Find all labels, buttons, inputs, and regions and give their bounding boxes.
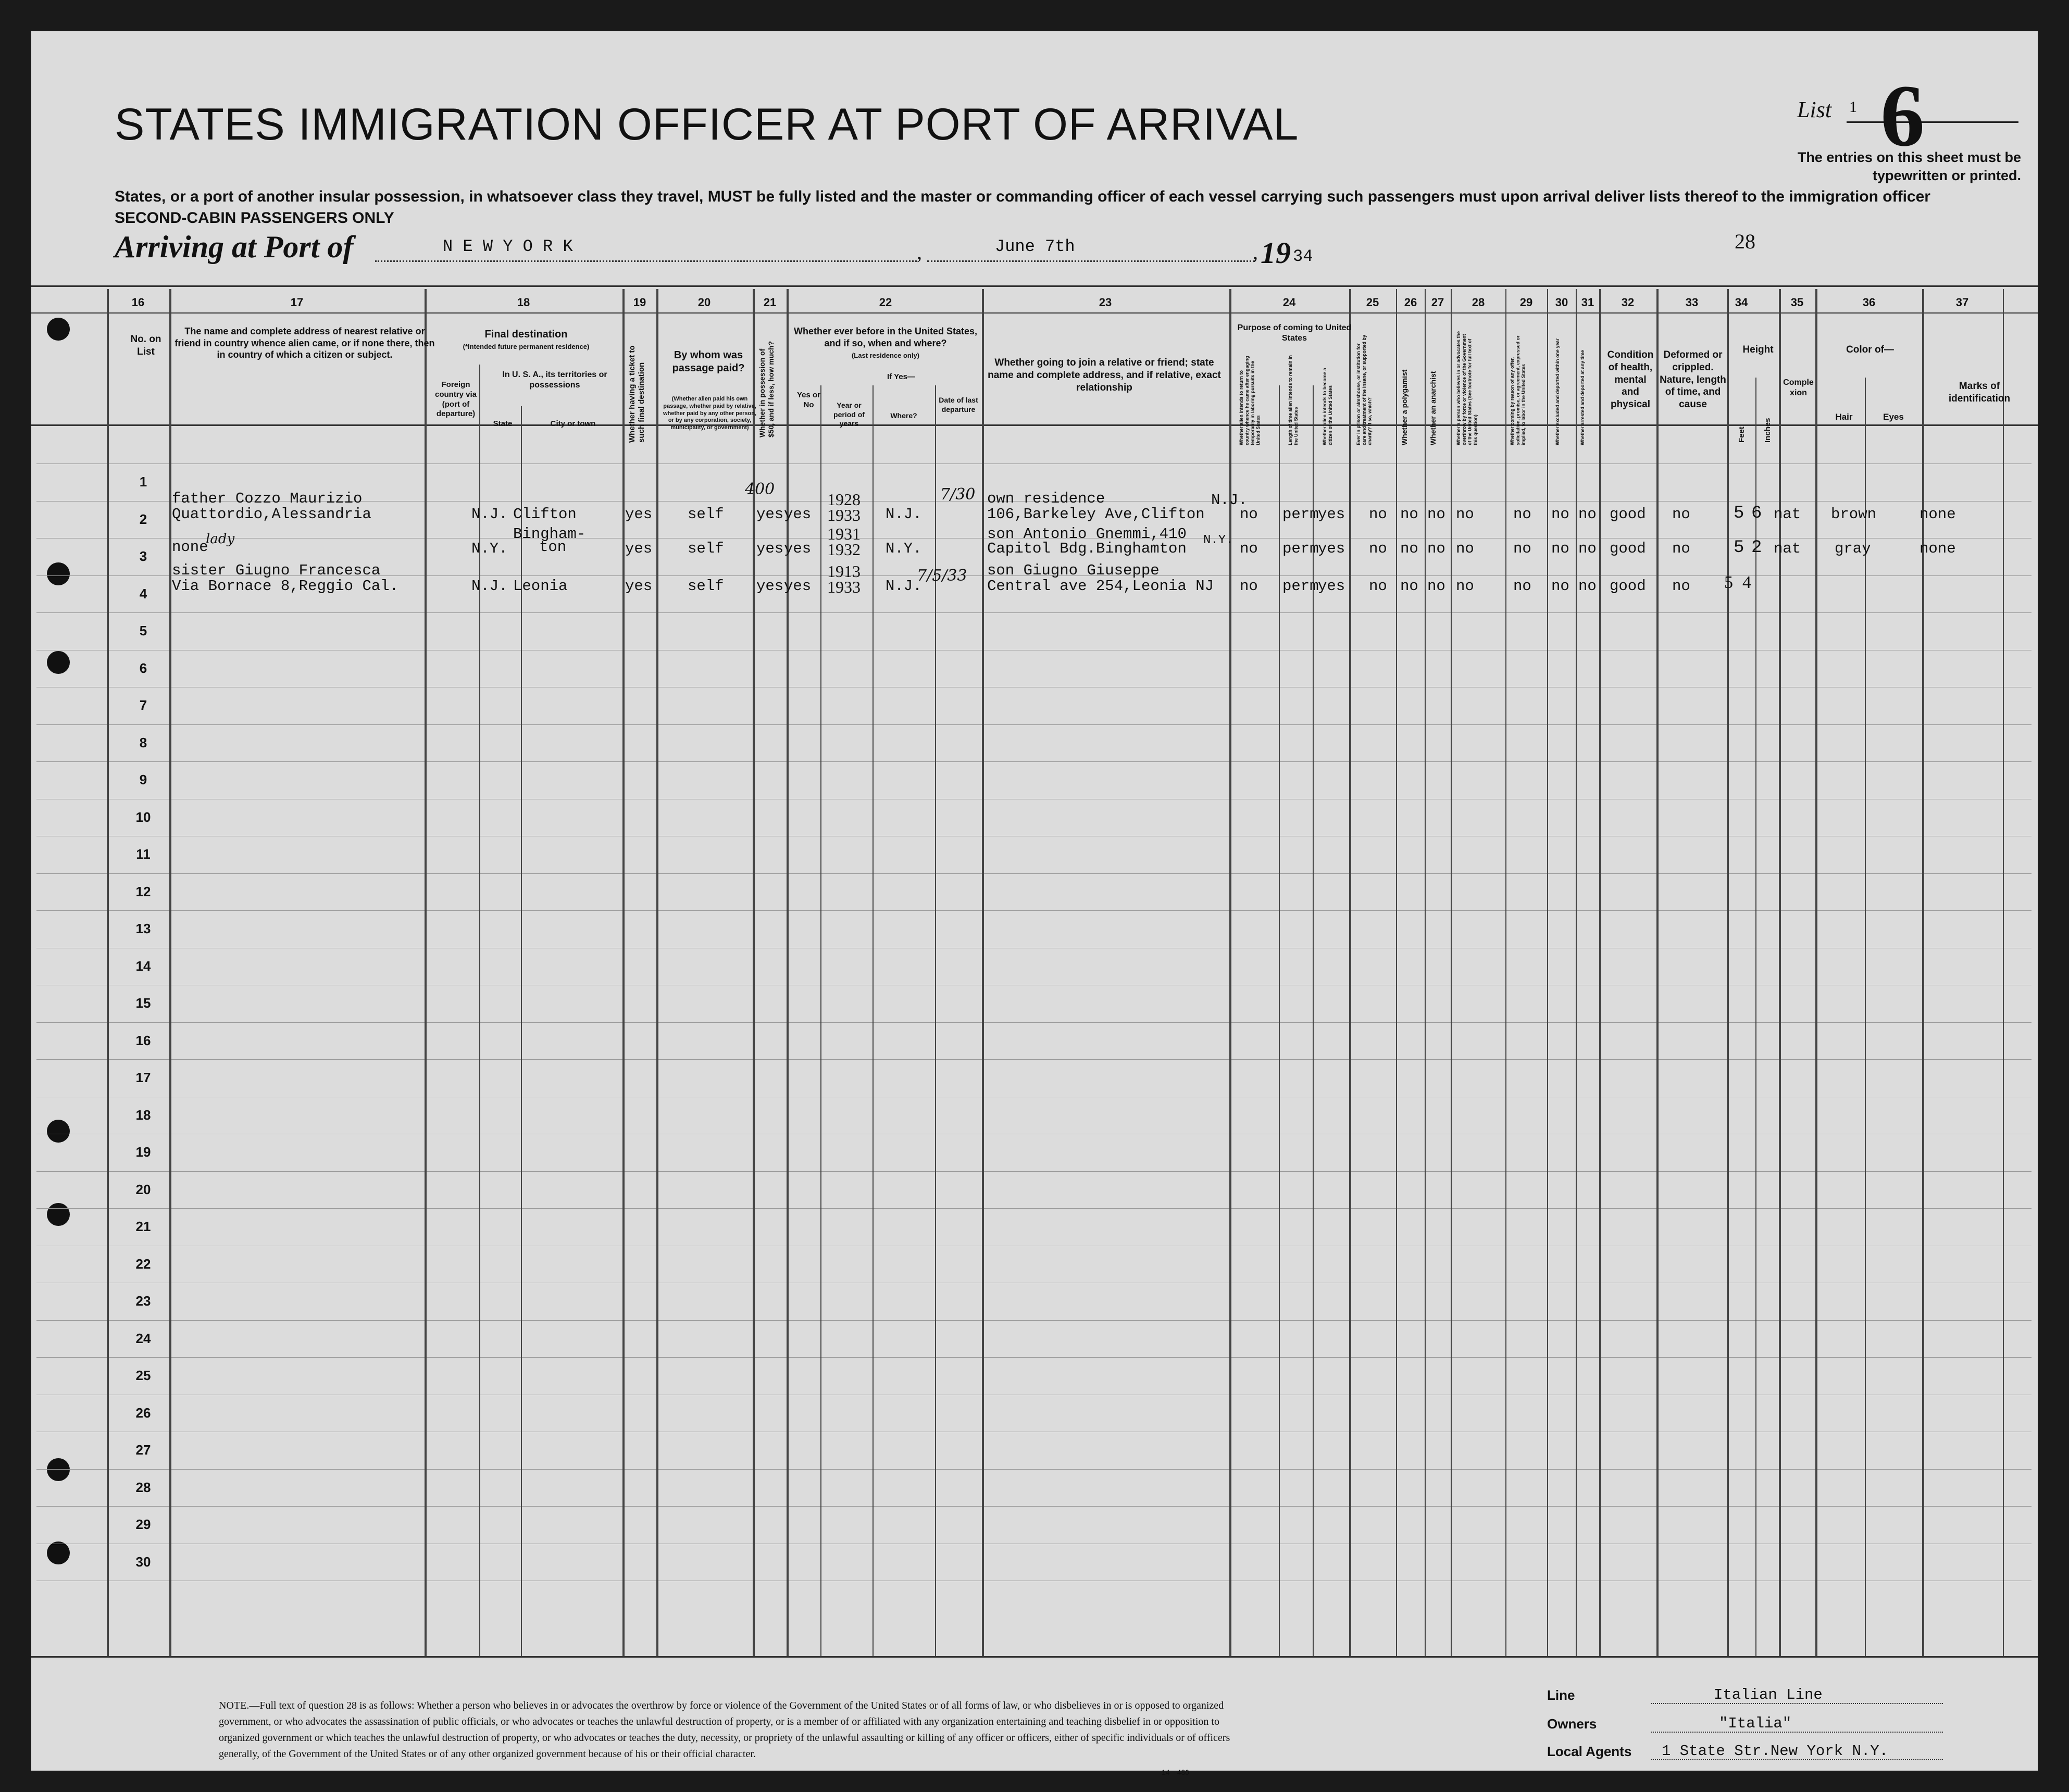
q28: no — [1456, 540, 1474, 557]
health: good — [1610, 578, 1646, 595]
prison: no — [1369, 506, 1387, 523]
deformed: no — [1672, 578, 1690, 595]
relative-line1: sister Giugno Francesca — [172, 562, 381, 579]
fifty: yes — [756, 540, 784, 557]
header-height: Height — [1742, 344, 1774, 355]
date-departure: 7/5/33 — [917, 567, 967, 585]
length: perm — [1282, 578, 1319, 595]
feet: 5 — [1734, 538, 1744, 558]
list-label: List — [1797, 97, 1832, 122]
inches: 2 — [1751, 538, 1762, 558]
column-number: 34 — [1735, 296, 1748, 309]
row-number: 6 — [139, 660, 147, 676]
column-line — [1349, 289, 1351, 1656]
year-line2: 1933 — [827, 506, 861, 524]
year-prefix: 19 — [1261, 236, 1291, 270]
header-prison: Ever in prison or almshouse, or institution for care and treatment of the insane, or supported by charity? If so, which? — [1356, 334, 1373, 445]
column-line — [1279, 385, 1280, 1656]
header-city: City or town — [550, 419, 596, 428]
header-date-departure: Date of last departure — [939, 396, 978, 413]
arrested: no — [1578, 578, 1597, 595]
column-line — [1505, 289, 1506, 1656]
row-number: 13 — [135, 921, 151, 936]
footnote: NOTE.—Full text of question 28 is as follows: Whether a person who believes in or advocates the overthrow by force or violence of the Government of the United States or of all forms of law, or who disbelieves in or is opposed to organized government, or who advocates the assassination of public officials, or who advocates or teaches the unlawful destruction of property, or is a member of or affiliated with any organization entertaining and teaching disbelief in or opposition to organized government or which teaches the unlawful destruction of property, or who advocates or teaches the duty, necessity, or propriety of the unlawful assaulting or killing of any officer or officers, either of specific individuals or of officers generally, of the Government of the United States or of any other organized government because of his or their official character. — [219, 1700, 1230, 1760]
join-line2: 106,Barkeley Ave,Clifton — [987, 506, 1205, 523]
complexion: nat — [1774, 540, 1801, 557]
join-state: N.Y. — [1203, 533, 1233, 547]
column-line — [873, 385, 874, 1656]
excluded: no — [1551, 578, 1569, 595]
anarchist: no — [1427, 540, 1445, 557]
state: N.J. — [471, 506, 508, 523]
port-field: N E W Y O R K — [443, 237, 573, 256]
fifty: yes — [756, 578, 784, 595]
form-number: 14—480 — [1162, 1768, 1189, 1776]
header-fifty: Whether in possession of $50, and if less, how much? — [758, 341, 775, 437]
year-line1: 1928 — [827, 490, 861, 509]
city-line2: ton — [539, 538, 567, 556]
paid-by: self — [688, 540, 724, 557]
column-number: 19 — [633, 296, 646, 309]
paid-by: self — [688, 578, 724, 595]
row-number: 20 — [135, 1181, 151, 1197]
length: perm — [1282, 540, 1319, 557]
row-number: 23 — [135, 1293, 151, 1309]
ever-before: yes — [784, 578, 812, 595]
column-number: 32 — [1621, 296, 1635, 309]
row-number: 29 — [135, 1517, 151, 1532]
column-number: 27 — [1431, 296, 1444, 309]
citizen: yes — [1318, 540, 1345, 557]
ever-before: yes — [784, 540, 812, 557]
header-if-yes: If Yes— — [887, 372, 915, 381]
column-number: 30 — [1555, 296, 1568, 309]
offer: no — [1513, 506, 1531, 523]
hand-note: lady — [206, 531, 235, 547]
city-line1: Bingham- — [513, 525, 586, 543]
anarchist: no — [1427, 506, 1445, 523]
column-number: 22 — [879, 296, 892, 309]
subtitle-line1: States, or a port of another insular possession, in whatsoever class they travel, MUST be fully listed and the master or commanding officer of each vessel carrying such passengers must upon arrival deliver lists thereof to the immigration officer — [115, 188, 1930, 205]
column-number: 23 — [1099, 296, 1112, 309]
row-number: 25 — [135, 1368, 151, 1383]
grid-line — [36, 1357, 2031, 1358]
row-number: 30 — [135, 1553, 151, 1570]
row-number: 22 — [135, 1256, 151, 1272]
grid-line — [36, 761, 2031, 762]
column-number: 26 — [1404, 296, 1417, 309]
column-line — [1313, 385, 1314, 1656]
column-line — [1451, 289, 1452, 1656]
header-purpose: Purpose of coming to United States — [1237, 323, 1352, 343]
column-line — [1396, 289, 1397, 1656]
row-number: 12 — [135, 883, 151, 899]
marks: none — [1920, 540, 1956, 557]
date-field: June 7th — [995, 237, 1075, 256]
header-q28: Whether a person who believes in or advocates the overthrow by force or violence of the Government of the United States (See footnote for full text of this question) — [1456, 331, 1478, 445]
relative-line1: none — [172, 538, 208, 556]
column-number: 16 — [131, 296, 145, 309]
header-inches: Inches — [1763, 418, 1772, 443]
polygamist: no — [1400, 506, 1418, 523]
header-yes-or-no: Yes or No — [796, 391, 821, 409]
column-line — [982, 289, 984, 1656]
row-number: 17 — [135, 1070, 151, 1085]
row-number: 24 — [135, 1330, 151, 1346]
row-number: 28 — [135, 1479, 151, 1495]
header-year-period: Year or period of years — [833, 401, 865, 428]
header-hair: Hair — [1835, 412, 1853, 422]
state: N.Y. — [471, 540, 508, 557]
excluded: no — [1551, 506, 1569, 523]
subtitle-line2: SECOND-CABIN PASSENGERS ONLY — [115, 209, 394, 227]
grid-line — [36, 873, 2031, 874]
header-foreign-country: Foreign country via (port of departure) — [434, 380, 477, 419]
join-line2: Capitol Bdg.Binghamton — [987, 540, 1187, 557]
grid-line — [36, 1022, 2031, 1023]
column-number: 28 — [1472, 296, 1485, 309]
row-number: 18 — [135, 1107, 151, 1123]
column-line — [1865, 378, 1866, 1656]
year-line2: 1933 — [827, 578, 861, 596]
row-number: 3 — [139, 548, 147, 564]
column-number: 25 — [1366, 296, 1379, 309]
column-number: 31 — [1581, 296, 1594, 309]
column-number: 29 — [1519, 296, 1533, 309]
row-number: 2 — [139, 511, 147, 527]
column-line — [1779, 289, 1781, 1656]
column-line — [1576, 289, 1577, 1656]
row-number: 16 — [135, 1032, 151, 1048]
column-line — [1425, 289, 1426, 1656]
return: no — [1240, 506, 1258, 523]
where: N.J. — [886, 578, 922, 595]
join-line1: son Antonio Gnemmi,410 — [987, 525, 1187, 543]
year-suffix: 34 — [1293, 247, 1313, 266]
header-purpose-b: Length of time alien intends to remain in the United States — [1288, 355, 1299, 445]
q28: no — [1456, 506, 1474, 523]
header-in-usa: In U. S. A., its territories or possessions — [502, 370, 607, 390]
header-final-destination: Final destination — [484, 329, 568, 340]
column-number: 21 — [763, 296, 777, 309]
grid-line — [36, 724, 2031, 725]
row-number: 26 — [135, 1405, 151, 1421]
column-line — [1656, 289, 1659, 1656]
prison: no — [1369, 578, 1387, 595]
arriving-label: Arriving at Port of — [115, 230, 354, 264]
row-number: 8 — [139, 734, 147, 750]
state: N.J. — [471, 578, 508, 595]
owners-label: Owners — [1547, 1716, 1597, 1732]
grid-line — [36, 910, 2031, 911]
row-number: 10 — [135, 809, 151, 825]
arrested: no — [1578, 506, 1597, 523]
row-number: 5 — [139, 623, 147, 638]
instructions: The entries on this sheet must be typewritten or printed. — [1797, 149, 2021, 184]
header-by-whom-note: (Whether alien paid his own passage, whether paid by relative, whether paid by any other person, or by any corporation, society, municipality, or government) — [663, 396, 757, 431]
paid-by: self — [688, 506, 724, 523]
column-line — [1599, 289, 1601, 1656]
polygamist: no — [1400, 540, 1418, 557]
row-number: 1 — [139, 474, 147, 490]
column-line — [169, 289, 171, 1656]
return: no — [1240, 578, 1258, 595]
year-line1: 1931 — [827, 524, 861, 543]
year-line2: 1932 — [827, 540, 861, 559]
list-number-box — [1797, 67, 1925, 165]
grid-line — [36, 1059, 2031, 1060]
header-where: Where? — [890, 411, 917, 420]
column-line — [1727, 289, 1729, 1656]
marks: none — [1920, 506, 1956, 523]
date-departure: 7/30 — [940, 485, 976, 504]
row-number: 9 — [139, 772, 147, 787]
list-number: 6 — [1880, 67, 1925, 165]
arrested: no — [1578, 540, 1597, 557]
column-line — [787, 289, 789, 1656]
inches: 6 — [1751, 504, 1762, 523]
header-anarchist: Whether an anarchist — [1429, 371, 1437, 445]
column-line — [2003, 289, 2004, 1656]
header-condition: Condition of health, mental and physical — [1607, 349, 1654, 410]
column-number: 20 — [697, 296, 711, 309]
q28: no — [1456, 578, 1474, 595]
column-line — [1922, 289, 1924, 1656]
feet: 5 — [1734, 504, 1744, 523]
grid-line — [36, 1320, 2031, 1321]
join-state: N.J. — [1211, 492, 1248, 509]
grid-line — [36, 1506, 2031, 1507]
column-line — [1547, 289, 1548, 1656]
row-number: 14 — [135, 958, 151, 974]
ticket: yes — [625, 506, 653, 523]
return: no — [1240, 540, 1258, 557]
deformed: no — [1672, 540, 1690, 557]
column-number: 17 — [290, 296, 304, 309]
column-number: 36 — [1862, 296, 1876, 309]
row-number: 21 — [135, 1219, 151, 1234]
header-polygamist: Whether a polygamist — [1400, 369, 1409, 445]
header-relative: The name and complete address of nearest relative or friend in country whence alien came, or if none there, then in country of which a citizen or subject. — [175, 326, 435, 360]
ever-before: yes — [784, 506, 812, 523]
column-line — [622, 289, 625, 1656]
relative-line1: father Cozzo Maurizio — [172, 490, 363, 507]
ticket: yes — [625, 540, 653, 557]
grid-line — [36, 463, 2031, 464]
column-line — [1815, 289, 1817, 1656]
excluded: no — [1551, 540, 1569, 557]
grid-line — [36, 612, 2031, 613]
column-line — [1755, 378, 1756, 1656]
join-line2: Central ave 254,Leonia NJ — [987, 578, 1214, 595]
column-number: 35 — [1790, 296, 1804, 309]
row-number: 19 — [135, 1144, 151, 1160]
header-arrested: Whether arrested and deported at any time — [1580, 349, 1585, 445]
offer: no — [1513, 540, 1531, 557]
citizen: yes — [1318, 578, 1345, 595]
where: N.J. — [886, 506, 922, 523]
year-line1: 1913 — [827, 562, 861, 581]
hair: gray — [1835, 540, 1871, 557]
header-complexion: Complexion — [1783, 378, 1814, 397]
header-excluded: Whether excluded and deported within one year — [1555, 338, 1560, 445]
header-purpose-c: Whether alien intends to become a citizen of the United States — [1322, 368, 1333, 445]
inches: 4 — [1742, 573, 1751, 592]
join-line1: son Giugno Giuseppe — [987, 562, 1160, 579]
grid-line — [36, 1469, 2031, 1470]
header-purpose-a: Whether alien intends to return to country whence he came after engaging temporarily in laboring pursuits in the United States — [1239, 356, 1261, 445]
citizen: yes — [1318, 506, 1345, 523]
header-marks: Marks of identification — [1948, 381, 2011, 404]
hair: brown — [1831, 506, 1877, 523]
agents-value: 1 State Str.New York N.Y. — [1662, 1743, 1889, 1760]
header-joining: Whether going to join a relative or friend; state name and complete address, and if relative, exact relationship — [988, 357, 1221, 393]
row-number: 4 — [139, 585, 147, 601]
join-line1: own residence — [987, 490, 1105, 507]
page-number: 28 — [1735, 230, 1755, 253]
header-offer: Whether coming by reason of any offer, solicitation, promise, or agreement, expressed or implied, to labor in the United States — [1510, 335, 1526, 445]
line-label: Line — [1547, 1687, 1575, 1703]
fifty: yes — [756, 506, 784, 523]
health: good — [1610, 540, 1646, 557]
column-line — [820, 385, 821, 1656]
feet: 5 — [1724, 573, 1733, 592]
header-ever-before: Whether ever before in the United States, and if so, when and where? — [793, 326, 978, 348]
header-final-destination-note: (*Intended future permanent residence) — [463, 343, 590, 350]
grid-line — [36, 1171, 2031, 1172]
polygamist: no — [1400, 578, 1418, 595]
header-no-on-list: No. on List — [130, 334, 161, 357]
header-feet: Feet — [1737, 427, 1746, 443]
where: N.Y. — [886, 540, 922, 557]
header-state: State — [493, 419, 513, 428]
list-prefix: 1 — [1849, 98, 1857, 116]
health: good — [1610, 506, 1646, 523]
deformed: no — [1672, 506, 1690, 523]
row-number: 15 — [135, 995, 151, 1011]
manifest-sheet: STATES IMMIGRATION OFFICER AT PORT OF ARRIVAL List 1 6 The entries on this sheet must be typewritten or printed. States, or a port of another insular possession, in whatsoever class they travel, MUST be fully listed and the master or commanding officer of each vessel carrying such passengers must upon arrival deliver lists thereof to the immigration officer SECOND-CABIN PASSENGERS ONLY Arriving at Port of N E W Y O R K , June 7th , 19 34 28 16 17 18 19 20 21 22 23 24 25 26 27 28 29 30 31 32 33 34 35 36 37 No. on List The name and complete address of nearest relative or friend in country whence alien came, or if none there, then in country of which a citizen or subject. Final destination (*Intended future permanent residence) Foreign country via (port of departure) In U. S. A., its territories or possessions State City or town Whether having a ticket to such final destination By whom was passage paid? (Whether alien paid his own passage, whether paid by relative, whether paid by any other person, or by any corporation, society, municipality, or government) Whether in possession of $50, and if less, how much? Whether ever before in the United States, and if so, when and where? (Last residence only) Yes or No If Yes— Year or period of years Where? Date of last departure Whether going to join a relative or friend; state name and complete address, and if relative, exact relationship Purpose of coming to United States Whether alien intends to return to country whence he came after engaging temporarily in laboring pursuits in the United States Length of time alien intends to remain in the United States Whether alien intends to become a citizen of the United States Ever in prison or almshouse, or institution for care and treatment of the insane, or supported by charity? If so, which? Whether a polygamist Whether an anarchist Whether a person who believes in or advocates the overthrow by force or violence of the Government of the United States (See footnote for full text of this question) Whether coming by reason of any offer, solicitation, promise, or agreement, expressed or implied, to labor in the United States Whether excluded and deported within one year Whether arrested and deported at any time Condition of health, mental and physical Deformed or crippled. Nature, length of time, and cause Height Feet Inches Complexion Color of— Hair Eyes Marks of identification 1 2 3 4 5 6 7 8 9 10 11 12 13 14 15 16 17 18 19 20 21 22 23 24 25 26 27 28 29 30 father Cozzo Maurizio Quattordio,Alessandria N.J. Clifton yes self 400 yes yes 1928 1933 N.J. 7/30 own residence N.J. 106,Barkeley Ave,Clifton no perm yes no no no no no no no good no 5 6 nat brown none none lady N.Y. Bingham- ton yes self yes yes 1931 1932 N.Y. son Antonio Gnemmi,410 N.Y. Capitol Bdg.Binghamton no perm yes no no no no no no no good no 5 2 nat gray none sister Giugno Francesca Via Bornace 8,Reggio Cal. N.J. Leonia yes self yes yes 1913 1933 N.J. 7/5/33 son Giugno Giuseppe Central ave 254,Leonia NJ no perm yes no no no no no no no good no 5 4 NOTE.—Full text of question 28 is as follows: Whether a person who believes in or advocates the overthrow by force or violence of the Government of the United States or of all forms of law, or who disbelieves in or is opposed to organized government, or who advocates the assassination of public officials, or who advocates or teaches the unlawful destruction of property, or is a member of or affiliated with any organization entertaining and teaching disbelief in or opposition to organized government or which teaches the unlawful destruction of property, or who advocates or teaches the duty, necessity, or propriety of the unlawful assaulting or killing of any officer or officers, either of specific individuals or of officers generally, of the Government of the United States or of any other organized government because of his or their official character. 14—480 Line Italian Line Owners "Italia" Local Agents 1 State Str.New York N.Y. — [31, 31, 2038, 1771]
subtitle — [115, 186, 1930, 229]
row-number: 11 — [136, 846, 151, 862]
column-number: 24 — [1282, 296, 1296, 309]
anarchist: no — [1427, 578, 1445, 595]
column-number: 33 — [1685, 296, 1699, 309]
length: perm — [1282, 506, 1319, 523]
ticket: yes — [625, 578, 653, 595]
row-number: 27 — [135, 1442, 151, 1458]
grid-line — [36, 1208, 2031, 1209]
row-number: 7 — [139, 697, 147, 713]
header-deformed: Deformed or crippled. Nature, length of time, and cause — [1660, 349, 1726, 410]
column-number: 37 — [1955, 296, 1969, 309]
owners-value: "Italia" — [1719, 1715, 1792, 1732]
column-line — [107, 289, 109, 1656]
offer: no — [1513, 578, 1531, 595]
relative-line2: Quattordio,Alessandria — [172, 506, 371, 523]
column-line — [479, 365, 480, 1656]
complexion: nat — [1774, 506, 1801, 523]
prison: no — [1369, 540, 1387, 557]
city: Clifton — [513, 506, 577, 523]
page-title: STATES IMMIGRATION OFFICER AT PORT OF ARRIVAL — [115, 99, 1299, 149]
header-by-whom: By whom was passage paid? — [672, 349, 745, 374]
header-ever-before-note: (Last residence only) — [851, 352, 920, 359]
line-value: Italian Line — [1714, 1686, 1823, 1703]
agents-label: Local Agents — [1547, 1744, 1632, 1759]
column-number: 18 — [517, 296, 530, 309]
relative-line2: Via Bornace 8,Reggio Cal. — [172, 578, 399, 595]
column-line — [425, 289, 427, 1656]
header-eyes: Eyes — [1883, 412, 1904, 422]
header-ticket: Whether having a ticket to such final destination — [628, 345, 646, 443]
money-note: 400 — [745, 480, 775, 498]
header-color-of: Color of— — [1846, 344, 1894, 355]
column-line — [656, 289, 658, 1656]
city: Leonia — [513, 578, 568, 595]
